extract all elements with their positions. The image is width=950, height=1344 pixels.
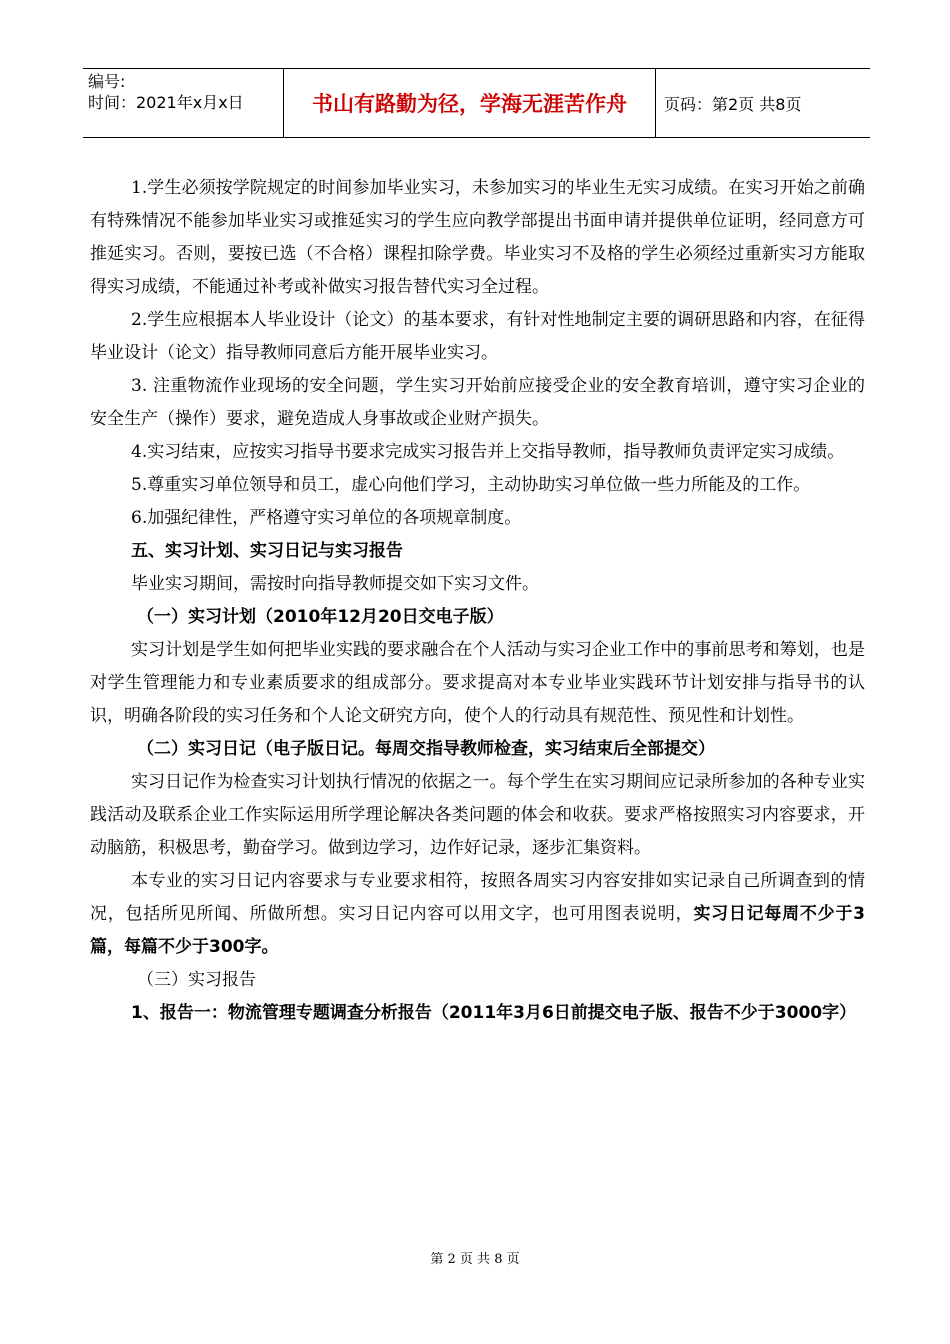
report-1-item: 1、报告一：物流管理专题调查分析报告（2011年3月6日前提交电子版、报告不少于3000字）	[131, 1003, 857, 1023]
paragraph-rule-5: 5.尊重实习单位领导和员工，虚心向他们学习，主动协助实习单位做一些力所能及的工作。	[131, 475, 811, 495]
subsection-2-body-2	[90, 865, 865, 964]
paragraph-rule-1: 1.学生必须按学院规定的时间参加毕业实习，未参加实习的毕业生无实习成绩。在实习开始之前确有特殊情况不能参加毕业实习或推延实习的学生应向教学部提出书面申请并提供单位证明，经同意方可推延实习。否则，要按已选（不合格）课程扣除学费。毕业实习不及格的学生必须经过重新实习方能取得实习成绩，不能通过补考或补做实习报告替代实习全过程。	[90, 178, 865, 297]
paragraph-rule-2: 2.学生应根据本人毕业设计（论文）的基本要求，有针对性地制定主要的调研思路和内容，在征得毕业设计（论文）指导教师同意后方能开展毕业实习。	[90, 310, 865, 363]
header-meta-cell	[83, 69, 284, 137]
subsection-2-body: 实习日记作为检查实习计划执行情况的依据之一。每个学生在实习期间应记录所参加的各种专业实践活动及联系企业工作实际运用所学理论解决各类问题的体会和收获。要求严格按照实习内容要求，开动脑筋，积极思考，勤奋学习。做到边学习，边作好记录，逐步汇集资料。	[90, 772, 865, 858]
subsection-2-heading: （二）实习日记（电子版日记。每周交指导教师检查，实习结束后全部提交）	[137, 739, 715, 759]
section-5-intro: 毕业实习期间，需按时向指导教师提交如下实习文件。	[131, 574, 539, 594]
page-footer: 第 2 页 共 8 页	[430, 1252, 520, 1267]
paragraph-rule-3: 3. 注重物流作业现场的安全问题，学生实习开始前应接受企业的安全教育培训，遵守实习企业的安全生产（操作）要求，避免造成人身事故或企业财产损失。	[90, 376, 865, 429]
document-body	[90, 172, 865, 1030]
header-motto: 书山有路勤为径，学海无涯苦作舟	[284, 69, 656, 137]
paragraph-rule-4: 4.实习结束，应按实习指导书要求完成实习报告并上交指导教师，指导教师负责评定实习成绩。	[131, 442, 845, 462]
subsection-1-body: 实习计划是学生如何把毕业实践的要求融合在个人活动与实习企业工作中的事前思考和筹划，也是对学生管理能力和专业素质要求的组成部分。要求提高对本专业毕业实践环节计划安排与指导书的认识，明确各阶段的实习任务和个人论文研究方向，使个人的行动具有规范性、预见性和计划性。	[90, 640, 865, 726]
subsection-1-heading: （一）实习计划（2010年12月20日交电子版）	[137, 607, 504, 627]
diary-quota-text: 实习日记每周不少于3篇，每篇不少于300字。	[90, 904, 865, 957]
subsection-3-heading: （三）实习报告	[137, 970, 256, 990]
number-label: 编号:	[88, 72, 126, 91]
diary-requirements-text: 本专业的实习日记内容要求与专业要求相符，按照各周实习内容安排如实记录自己所调查到的情况，包括所见所闻、所做所想。实习日记内容可以用文字，也可用图表说明，	[90, 871, 865, 924]
date-label: 时间：2021年x月x日	[88, 93, 244, 112]
section-5-heading: 五、实习计划、实习日记与实习报告	[131, 541, 403, 561]
page-header	[83, 68, 870, 138]
header-page-info: 页码：第2页 共8页	[664, 94, 802, 114]
paragraph-rule-6: 6.加强纪律性，严格遵守实习单位的各项规章制度。	[131, 508, 522, 528]
